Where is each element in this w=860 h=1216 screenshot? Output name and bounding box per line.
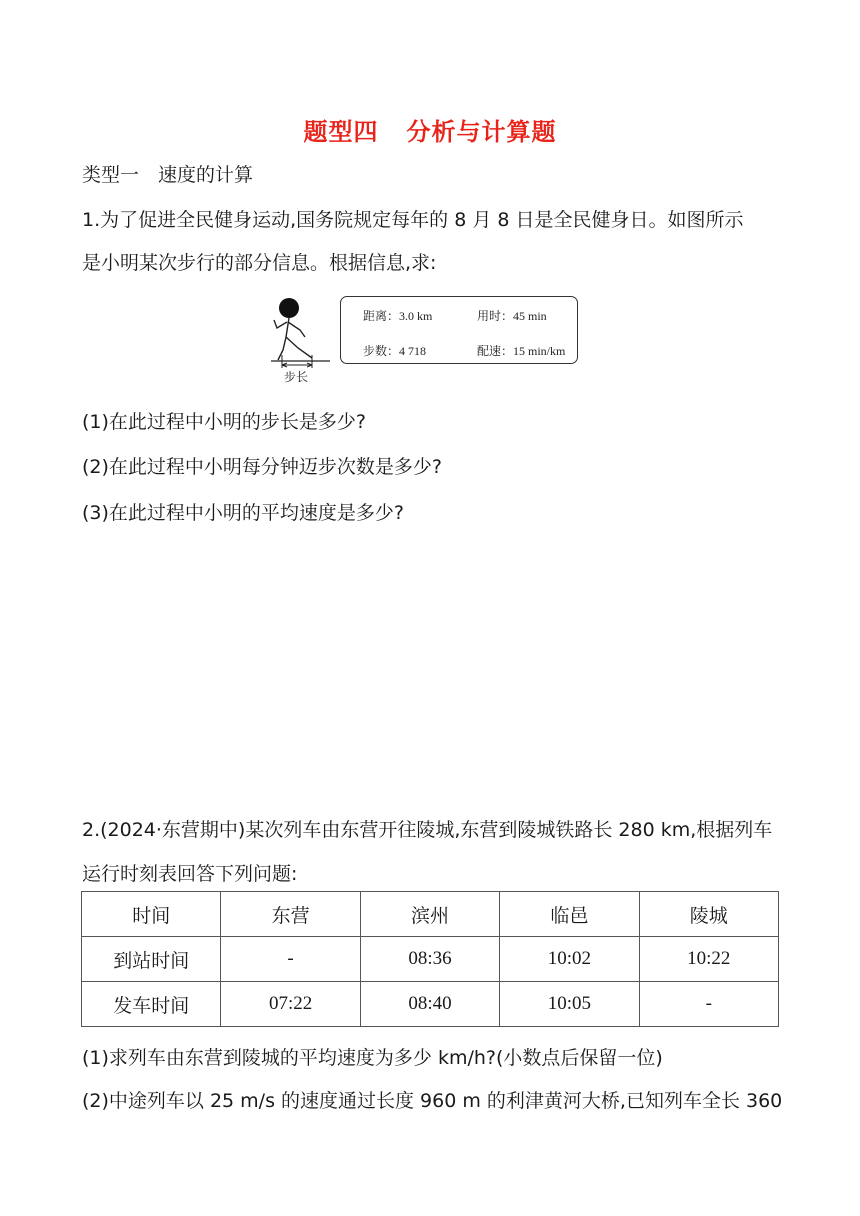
q2-stem-line2: 运行时刻表回答下列问题: bbox=[82, 863, 298, 885]
walk-info-box bbox=[340, 296, 578, 364]
table-row bbox=[82, 982, 779, 1027]
table-cell: 10:05 bbox=[500, 982, 639, 1027]
table-cell: - bbox=[221, 937, 360, 982]
table-header-cell: 临邑 bbox=[500, 892, 639, 937]
table-header-row bbox=[82, 892, 779, 937]
table-cell: 08:40 bbox=[360, 982, 499, 1027]
table-header-cell: 时间 bbox=[82, 892, 221, 937]
table-cell: - bbox=[639, 982, 778, 1027]
section-heading: 类型一 速度的计算 bbox=[82, 164, 254, 186]
title-part2: 分析与计算题 bbox=[406, 118, 557, 146]
q1-sub1: (1)在此过程中小明的步长是多少? bbox=[82, 411, 366, 433]
person-body bbox=[274, 318, 312, 360]
person-head bbox=[279, 298, 299, 318]
table-row bbox=[82, 937, 779, 982]
table-cell: 到站时间 bbox=[82, 937, 221, 982]
table-cell: 07:22 bbox=[221, 982, 360, 1027]
table-cell: 08:36 bbox=[360, 937, 499, 982]
q2-sub2: (2)中途列车以 25 m/s 的速度通过长度 960 m 的利津黄河大桥,已知列车全长 360 bbox=[82, 1090, 783, 1112]
table-header-cell: 陵城 bbox=[639, 892, 778, 937]
q1-stem-line2: 是小明某次步行的部分信息。根据信息,求: bbox=[82, 252, 437, 274]
page-title bbox=[0, 112, 860, 147]
train-timetable bbox=[81, 891, 779, 1027]
time-value: 用时：45 min bbox=[477, 309, 547, 323]
pace-value: 配速：15 min/km bbox=[477, 344, 566, 358]
table-cell: 10:02 bbox=[500, 937, 639, 982]
table-cell: 发车时间 bbox=[82, 982, 221, 1027]
q1-sub2: (2)在此过程中小明每分钟迈步次数是多少? bbox=[82, 456, 442, 478]
table-header-cell: 滨州 bbox=[360, 892, 499, 937]
distance-value: 距离：3.0 km bbox=[363, 309, 433, 323]
q1-sub3: (3)在此过程中小明的平均速度是多少? bbox=[82, 502, 404, 524]
steps-value: 步数：4 718 bbox=[363, 344, 427, 358]
q1-stem-line1: 1.为了促进全民健身运动,国务院规定每年的 8 月 8 日是全民健身日。如图所示 bbox=[82, 209, 744, 231]
table-cell: 10:22 bbox=[639, 937, 778, 982]
title-part1: 题型四 bbox=[303, 118, 379, 146]
q2-sub1: (1)求列车由东营到陵城的平均速度为多少 km/h?(小数点后保留一位) bbox=[82, 1047, 663, 1069]
step-length-label: 步长 bbox=[284, 370, 309, 384]
q2-stem-line1: 2.(2024·东营期中)某次列车由东营开往陵城,东营到陵城铁路长 280 km,根据列车 bbox=[82, 819, 773, 841]
table-header-cell: 东营 bbox=[221, 892, 360, 937]
